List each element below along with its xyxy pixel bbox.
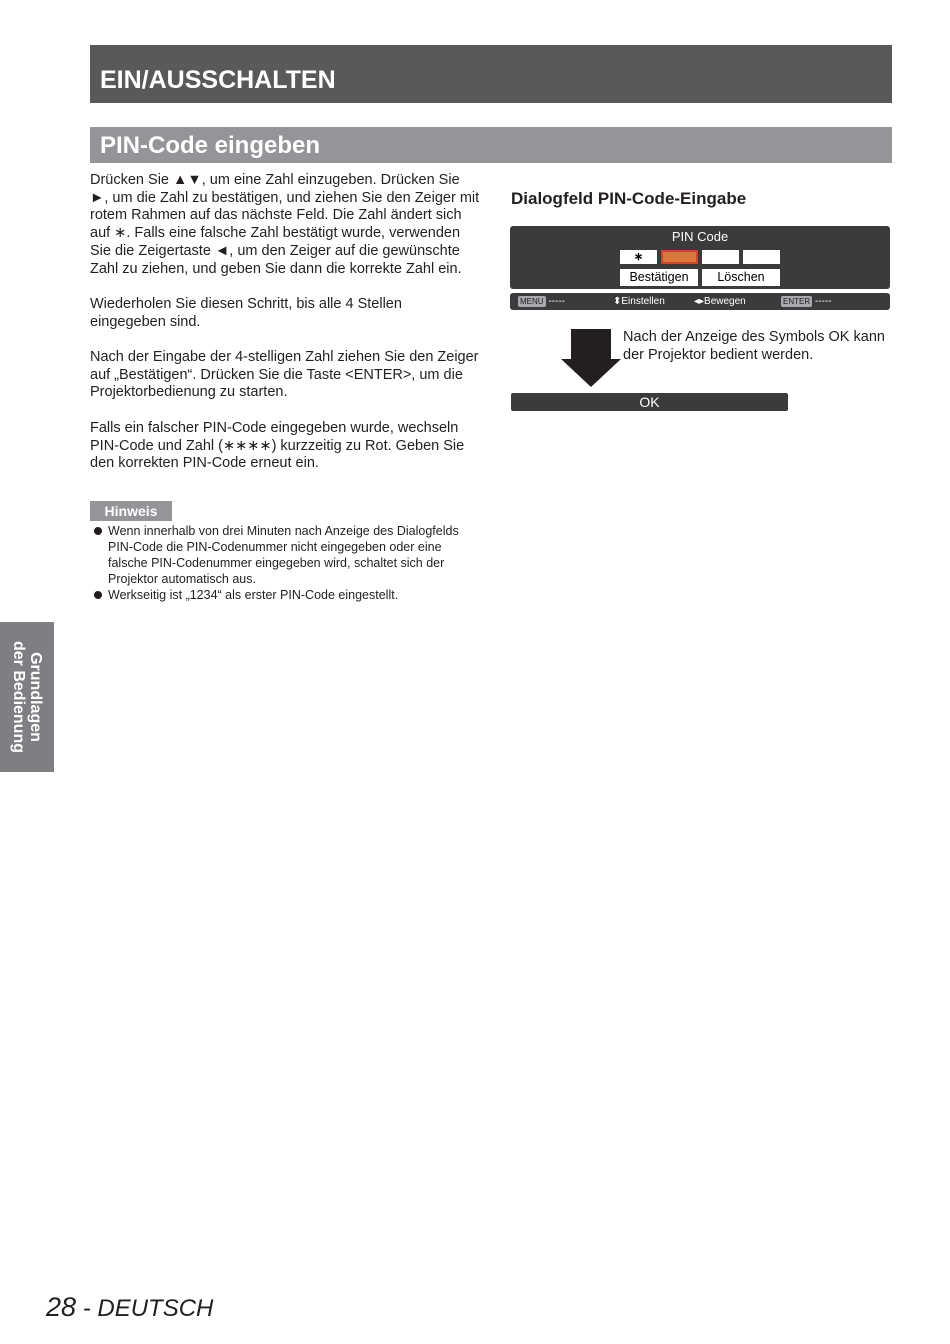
- enter-hint-value: -----: [814, 296, 832, 307]
- menu-hint-value: -----: [548, 296, 565, 307]
- side-tab-label: [10, 641, 44, 753]
- instructions: [90, 172, 480, 491]
- menu-key-badge: MENU: [520, 297, 544, 306]
- hint-label: Hinweis: [90, 501, 172, 521]
- pin-dialog-title: PIN Code: [671, 229, 729, 244]
- instruction-paragraph: Nach der Eingabe der 4-stelligen Zahl ziehen Sie den Zeiger auf „Bestätigen“. Drücken Sie die Taste <ENTER>, um die Projektorbedienung zu starten.: [90, 349, 479, 401]
- move-hint-label: Bewegen: [704, 296, 746, 307]
- down-arrow-icon: [560, 328, 622, 388]
- subsection-title: PIN-Code eingeben: [90, 127, 892, 163]
- left-right-arrow-icon: ◂▸: [694, 296, 705, 307]
- instruction-paragraph: Falls ein falscher PIN-Code eingegeben wurde, wechseln PIN-Code und Zahl (∗∗∗∗) kurzzeitig zu Rot. Geben Sie den korrekten PIN-Code erneut ein.: [90, 419, 465, 472]
- section-title: EIN/AUSSCHALTEN: [90, 45, 892, 103]
- dialog-heading: Dialogfeld PIN-Code-Eingabe: [511, 189, 747, 208]
- ok-caption: Nach der Anzeige des Symbols OK kann der Projektor bedient werden.: [623, 329, 885, 363]
- confirm-button[interactable]: Bestätigen: [620, 269, 698, 286]
- enter-key-badge: ENTER: [783, 297, 811, 306]
- page-separator: -: [76, 1295, 98, 1322]
- pin-digit-cell-active[interactable]: [661, 250, 698, 264]
- delete-button[interactable]: Löschen: [702, 269, 780, 286]
- ok-display: OK: [511, 393, 788, 411]
- up-down-arrow-icon: ⬍: [613, 296, 622, 307]
- adjust-hint-label: Einstellen: [621, 296, 665, 307]
- hint-list: [90, 523, 480, 603]
- pin-code-dialog: [510, 226, 890, 289]
- page-number: 28: [46, 1292, 77, 1322]
- enter-hint: [781, 293, 832, 310]
- hint-item: Wenn innerhalb von drei Minuten nach Anzeige des Dialogfelds PIN-Code die PIN-Codenummer nicht eingegeben oder eine falsche PIN-Codenummer eingegeben wird, schaltet sich der Projektor automatisch aus.: [90, 523, 480, 587]
- page-footer: [46, 1292, 213, 1323]
- instruction-paragraph: Wiederholen Sie diesen Schritt, bis alle 4 Stellen eingegeben sind.: [90, 295, 402, 330]
- side-chapter-tab: [0, 622, 54, 772]
- instruction-paragraph: Drücken Sie ▲▼, um eine Zahl einzugeben. Drücken Sie ►, um die Zahl zu bestätigen, und ziehen Sie den Zeiger mit rotem Rahmen auf das nächste Feld. Die Zahl ändert sich auf ∗. Falls eine falsche Zahl bestätigt wurde, verwenden Sie die Zeigertaste ◄, um den Zeiger auf die gewünschte Zahl zu ziehen, und geben Sie dann die korrekte Zahl ein.: [90, 172, 480, 277]
- page-language: DEUTSCH: [97, 1295, 214, 1322]
- pin-digit-cell[interactable]: [702, 250, 739, 264]
- side-tab-line1: Grundlagen: [27, 652, 44, 742]
- pin-digit-cell[interactable]: ∗: [620, 250, 657, 264]
- adjust-hint: [613, 293, 665, 310]
- pin-digit-cell[interactable]: [743, 250, 780, 264]
- menu-hint: [518, 293, 565, 310]
- dialog-footer: [510, 293, 890, 310]
- side-tab-line2: der Bedienung: [10, 640, 27, 754]
- hint-item: Werkseitig ist „1234“ als erster PIN-Code eingestellt.: [90, 587, 480, 603]
- move-hint: [694, 293, 746, 310]
